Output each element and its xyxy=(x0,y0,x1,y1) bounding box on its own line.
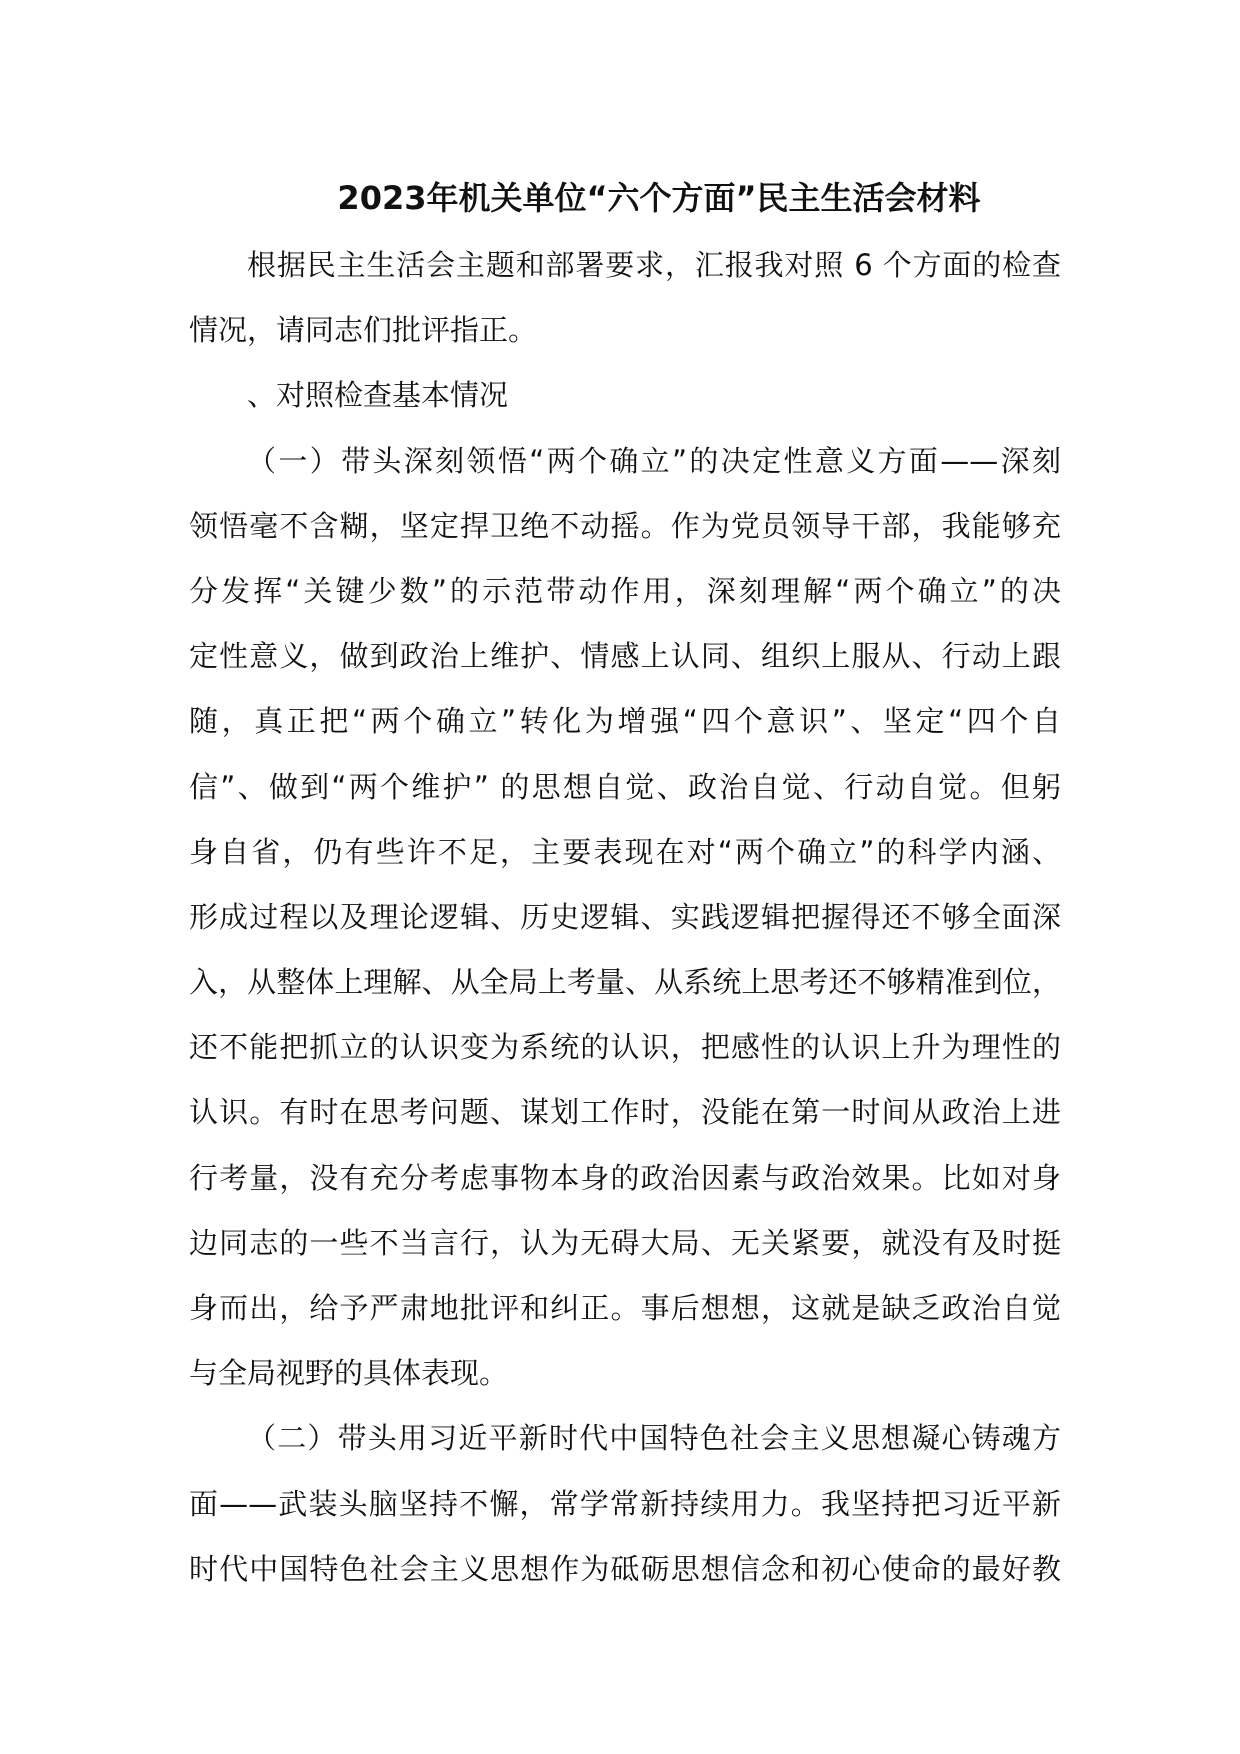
section-heading: 、对照检查基本情况 xyxy=(247,378,509,413)
paragraph-line: 边同志的一些不当言行，认为无碍大局、无关紧要，就没有及时挺 xyxy=(189,1225,1061,1260)
paragraph-line: 面——武装头脑坚持不懈，常学常新持续用力。我坚持把习近平新 xyxy=(189,1486,1061,1521)
document-title: 2023年机关单位“六个方面”民主生活会材料 xyxy=(337,179,981,217)
paragraph-line: 根据民主生活会主题和部署要求，汇报我对照 6 个方面的检查 xyxy=(247,248,1061,282)
paragraph-line: 形成过程以及理论逻辑、历史逻辑、实践逻辑把握得还不够全面深 xyxy=(189,899,1061,934)
paragraph-line: 领悟毫不含糊，坚定捍卫绝不动摇。作为党员领导干部，我能够充 xyxy=(189,508,1061,543)
paragraph-line: 身而出，给予严肃地批评和纠正。事后想想，这就是缺乏政治自觉 xyxy=(189,1291,1061,1325)
paragraph-line: 身自省，仍有些许不足，主要表现在对“两个确立”的科学内涵、 xyxy=(189,834,1061,869)
paragraph-line: 认识。有时在思考问题、谋划工作时，没能在第一时间从政治上进 xyxy=(189,1095,1061,1130)
paragraph-line: 分发挥“关键少数”的示范带动作用，深刻理解“两个确立”的决 xyxy=(189,573,1061,608)
paragraph-line: 还不能把抓立的认识变为系统的认识，把感性的认识上升为理性的 xyxy=(189,1030,1061,1065)
paragraph-line: 时代中国特色社会主义思想作为砥砺思想信念和初心使命的最好教 xyxy=(189,1551,1061,1586)
paragraph-line: 入，从整体上理解、从全局上考量、从系统上思考还不够精准到位， xyxy=(189,965,1061,1000)
paragraph-line: 信”、做到“两个维护” 的思想自觉、政治自觉、行动自觉。但躬 xyxy=(189,769,1061,804)
document-body xyxy=(189,233,1061,1602)
paragraph-line: 情况，请同志们批评指正。 xyxy=(189,313,538,348)
paragraph-line: （二）带头用习近平新时代中国特色社会主义思想凝心铸魂方 xyxy=(247,1421,1061,1456)
paragraph-line: 随，真正把“两个确立”转化为增强“四个意识”、坚定“四个自 xyxy=(189,704,1061,739)
paragraph-line: 与全局视野的具体表现。 xyxy=(189,1356,509,1391)
paragraph-line: 行考量，没有充分考虑事物本身的政治因素与政治效果。比如对身 xyxy=(189,1160,1061,1195)
paragraph-line: 定性意义，做到政治上维护、情感上认同、组织上服从、行动上跟 xyxy=(189,639,1061,674)
paragraph-line: （一）带头深刻领悟“两个确立”的决定性意义方面——深刻 xyxy=(247,443,1061,478)
